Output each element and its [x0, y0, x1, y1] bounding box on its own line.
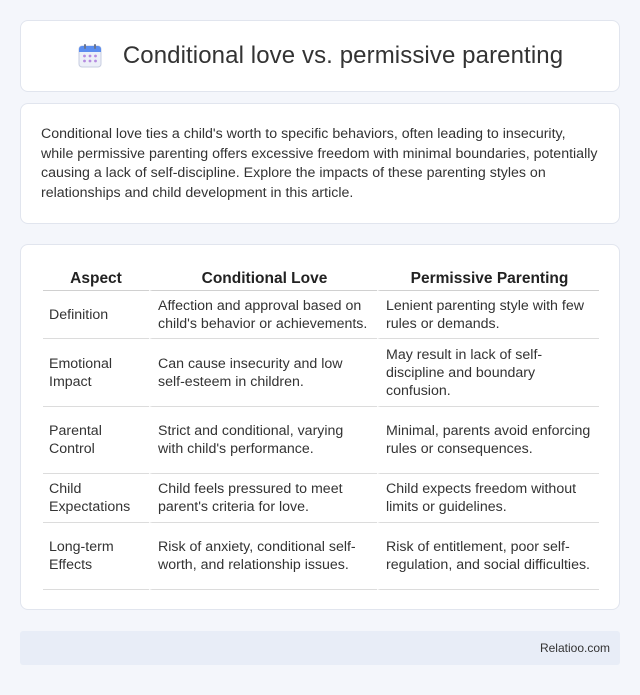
calendar-icon — [77, 43, 103, 69]
aspect-cell: Definition — [43, 291, 149, 339]
conditional-love-cell: Child feels pressured to meet parent's criteria for love. — [149, 474, 377, 523]
aspect-cell: Child Expectations — [43, 474, 149, 523]
header-permissive-parenting: Permissive Parenting — [377, 267, 599, 291]
table-row — [43, 523, 599, 590]
aspect-cell: Long-term Effects — [43, 523, 149, 590]
conditional-love-cell: Strict and conditional, varying with child's performance. — [149, 407, 377, 474]
intro-card — [20, 103, 620, 224]
table-row — [43, 474, 599, 523]
aspect-cell: Emotional Impact — [43, 339, 149, 407]
table-row — [43, 407, 599, 474]
conditional-love-cell: Risk of anxiety, conditional self-worth, and relationship issues. — [149, 523, 377, 590]
intro-paragraph: Conditional love ties a child's worth to specific behaviors, often leading to insecurity, while permissive parenting offers excessive freedom with minimal boundaries, potentially causing a lack of self-discipline. Explore the impacts of these parenting styles on relationships and child development in this article. — [41, 126, 598, 201]
page-title: Conditional love vs. permissive parenting — [122, 42, 564, 69]
permissive-parenting-cell: Minimal, parents avoid enforcing rules or consequences. — [377, 407, 599, 474]
table-header-row — [43, 267, 599, 291]
header-card — [20, 20, 620, 92]
permissive-parenting-cell: Child expects freedom without limits or guidelines. — [377, 474, 599, 523]
permissive-parenting-cell: Lenient parenting style with few rules or demands. — [377, 291, 599, 339]
aspect-cell: Parental Control — [43, 407, 149, 474]
permissive-parenting-cell: Risk of entitlement, poor self-regulation, and social difficulties. — [377, 523, 599, 590]
permissive-parenting-cell: May result in lack of self-discipline and boundary confusion. — [377, 339, 599, 407]
footer-site-name: Relatioo.com — [539, 641, 610, 655]
footer — [20, 631, 620, 665]
table-card — [20, 244, 620, 610]
title-wrap — [77, 42, 563, 70]
conditional-love-cell: Affection and approval based on child's behavior or achievements. — [149, 291, 377, 339]
header-aspect: Aspect — [43, 267, 149, 291]
header-conditional-love: Conditional Love — [149, 267, 377, 291]
comparison-table — [43, 267, 599, 590]
conditional-love-cell: Can cause insecurity and low self-esteem in children. — [149, 339, 377, 407]
table-row — [43, 339, 599, 407]
table-row — [43, 291, 599, 339]
